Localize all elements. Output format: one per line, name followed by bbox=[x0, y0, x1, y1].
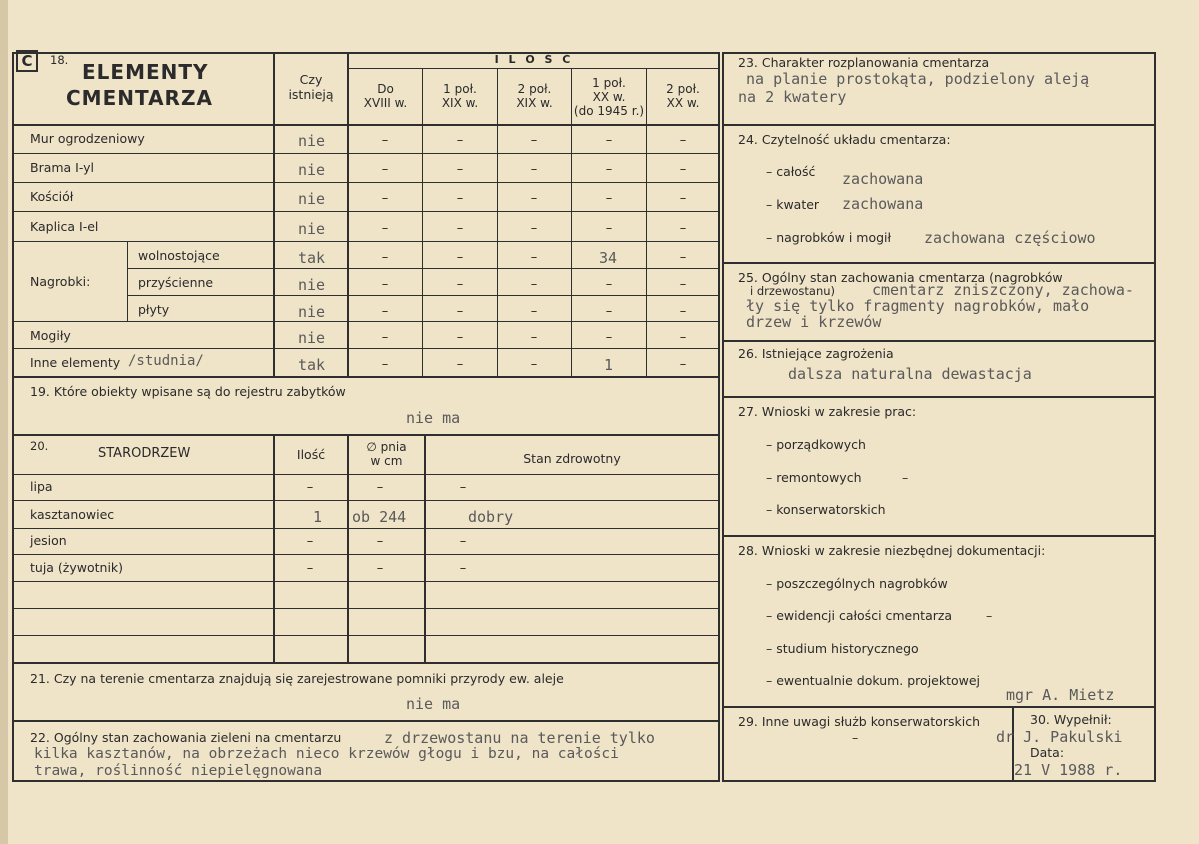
s18-row-value: – bbox=[605, 133, 613, 148]
s18-row-value: – bbox=[530, 191, 538, 206]
s18-row-value: – bbox=[679, 357, 687, 372]
s18-row-exists: nie bbox=[298, 190, 326, 208]
period-col-1: Do XVIII w. bbox=[363, 82, 408, 110]
s18-row-label: Kaplica I-el bbox=[30, 219, 99, 234]
s18-title-line2: CMENTARZA bbox=[66, 86, 213, 110]
s28-item-4: – ewentualnie dokum. projektowej bbox=[766, 673, 981, 688]
s18-row-value: – bbox=[381, 277, 389, 292]
s27-item-3: – konserwatorskich bbox=[766, 502, 886, 517]
s18-row-value: – bbox=[605, 162, 613, 177]
s18-row-exists: nie bbox=[298, 161, 326, 179]
s18-row-value: – bbox=[381, 330, 389, 345]
s18-row-value: – bbox=[456, 250, 464, 265]
s18-row-value: – bbox=[679, 330, 687, 345]
s18-row-label: Mogiły bbox=[30, 328, 71, 343]
s22-line3: trawa, roślinność niepielęgnowana bbox=[34, 763, 323, 779]
s28-item-3: – studium historycznego bbox=[766, 641, 919, 656]
s18-row-value: 1 bbox=[604, 356, 614, 374]
s18-row-value: – bbox=[679, 277, 687, 292]
s20-row-diam: ob 244 bbox=[352, 508, 407, 526]
paper-edge bbox=[0, 0, 8, 844]
s18-row-label: Inne elementy bbox=[30, 355, 121, 370]
s20-number: 20. bbox=[30, 439, 49, 453]
s18-row-value: – bbox=[381, 304, 389, 319]
s24-item-value-3: zachowana częściowo bbox=[924, 229, 1096, 247]
s20-row-qty: – bbox=[306, 480, 314, 495]
s18-row-value: – bbox=[456, 330, 464, 345]
s18-row-value: – bbox=[456, 304, 464, 319]
s20-row-health: dobry bbox=[468, 508, 514, 526]
s18-row-value: – bbox=[381, 250, 389, 265]
s18-row-value: – bbox=[456, 357, 464, 372]
s28-signature: mgr A. Mietz bbox=[1006, 686, 1115, 704]
s20-row-qty: 1 bbox=[313, 508, 323, 526]
s22-line2: kilka kasztanów, na obrzeżach nieco krzewów głogu i bzu, na całości bbox=[34, 746, 619, 762]
s30-value: dr J. Pakulski bbox=[996, 728, 1123, 746]
s18-row-value: – bbox=[530, 304, 538, 319]
s24-item-value-2: zachowana bbox=[842, 195, 924, 213]
s18-row-value: – bbox=[381, 133, 389, 148]
col-exists-header: Czy istnieją bbox=[288, 72, 334, 102]
s29-label: 29. Inne uwagi służb konserwatorskich bbox=[738, 714, 980, 729]
s20-row-name: lipa bbox=[30, 479, 53, 494]
s27-item-1: – porządkowych bbox=[766, 437, 866, 452]
s25-label-1: 25. Ogólny stan zachowania cmentarza (nagrobków bbox=[738, 270, 1063, 285]
s26-value: dalsza naturalna dewastacja bbox=[788, 365, 1032, 383]
s18-row-value: – bbox=[530, 330, 538, 345]
s18-row-exists: nie bbox=[298, 303, 326, 321]
s18-row-value: – bbox=[605, 330, 613, 345]
s20-col-qty: Ilość bbox=[296, 447, 326, 462]
s18-row-value: – bbox=[530, 357, 538, 372]
s19-label: 19. Które obiekty wpisane są do rejestru zabytków bbox=[30, 384, 346, 399]
s18-row-value: – bbox=[381, 221, 389, 236]
s24-item-label-2: – kwater bbox=[766, 197, 820, 212]
s30-date-value: 21 V 1988 r. bbox=[1014, 761, 1123, 779]
s28-item-1: – poszczególnych nagrobków bbox=[766, 576, 948, 591]
s18-row-value: – bbox=[679, 221, 687, 236]
s18-row-exists: tak bbox=[298, 249, 326, 267]
s20-row-qty: – bbox=[306, 561, 314, 576]
s18-row-value: – bbox=[679, 133, 687, 148]
s20-row-diam: – bbox=[376, 534, 384, 549]
s20-row-health: – bbox=[459, 480, 467, 495]
s25-line2: ły się tylko fragmenty nagrobków, mało bbox=[746, 297, 1090, 315]
s20-row-name: jesion bbox=[30, 533, 67, 548]
s18-row-value: – bbox=[381, 162, 389, 177]
s18-row-label: płyty bbox=[138, 302, 170, 317]
s25-label-2: i drzewostanu) bbox=[750, 284, 836, 298]
s24-item-label-3: – nagrobków i mogił bbox=[766, 230, 892, 245]
period-col-5: 2 poł. XX w. bbox=[666, 82, 700, 110]
s27-item-2: – remontowych bbox=[766, 470, 862, 485]
s30-label: 30. Wypełnił: bbox=[1030, 712, 1112, 727]
s18-row-label: Brama I-yl bbox=[30, 160, 95, 175]
s18-row-value: – bbox=[530, 162, 538, 177]
s28-label: 28. Wnioski w zakresie niezbędnej dokumentacji: bbox=[738, 543, 1046, 558]
s18-row-exists: tak bbox=[298, 356, 326, 374]
s18-row-value: – bbox=[456, 133, 464, 148]
s20-row-health: – bbox=[459, 561, 467, 576]
s18-row-value: – bbox=[456, 277, 464, 292]
s24-item-label-1: – całość bbox=[766, 164, 816, 179]
s26-label: 26. Istniejące zagrożenia bbox=[738, 346, 894, 361]
s29-value: – bbox=[852, 730, 859, 745]
s18-row-label: Mur ogrodzeniowy bbox=[30, 131, 145, 146]
s20-row-diam: – bbox=[376, 480, 384, 495]
s20-row-name: tuja (żywotnik) bbox=[30, 560, 124, 575]
s20-row-name: kasztanowiec bbox=[30, 507, 115, 522]
s25-line3: drzew i krzewów bbox=[746, 313, 882, 331]
s21-value: nie ma bbox=[406, 695, 461, 713]
period-col-4: 1 poł. XX w. (do 1945 r.) bbox=[573, 76, 645, 118]
s18-row-value: 34 bbox=[599, 249, 618, 267]
s18-row-exists: nie bbox=[298, 220, 326, 238]
s18-row-value: – bbox=[530, 250, 538, 265]
nagrobki-label: Nagrobki: bbox=[30, 274, 91, 289]
s18-row-label: Kościół bbox=[30, 189, 74, 204]
s18-row-exists: nie bbox=[298, 329, 326, 347]
s18-row-value: – bbox=[456, 162, 464, 177]
s27-label: 27. Wnioski w zakresie prac: bbox=[738, 404, 917, 419]
s30-date-label: Data: bbox=[1030, 745, 1065, 760]
s18-row-value: – bbox=[679, 250, 687, 265]
s20-col-health: Stan zdrowotny bbox=[523, 451, 621, 466]
s28-item-2: – ewidencji całości cmentarza bbox=[766, 608, 953, 623]
s20-title: STARODRZEW bbox=[98, 446, 191, 461]
ilosc-header: I L O Ś Ć bbox=[494, 53, 574, 66]
s20-row-qty: – bbox=[306, 534, 314, 549]
s18-number: 18. bbox=[50, 53, 69, 67]
s18-row-value: – bbox=[605, 191, 613, 206]
inne-extra: /studnia/ bbox=[128, 353, 204, 369]
s22-label: 22. Ogólny stan zachowania zieleni na cmentarzu bbox=[30, 730, 342, 745]
s20-row-diam: – bbox=[376, 561, 384, 576]
s22-line1: z drzewostanu na terenie tylko bbox=[384, 729, 655, 747]
s19-value: nie ma bbox=[406, 409, 461, 427]
s18-row-value: – bbox=[456, 191, 464, 206]
s18-row-value: – bbox=[381, 191, 389, 206]
s23-line2: na 2 kwatery bbox=[738, 88, 847, 106]
s20-col-diam: ∅ pnia w cm bbox=[366, 440, 407, 468]
s18-row-label: wolnostojące bbox=[138, 248, 220, 263]
s23-line1: na planie prostokąta, podzielony aleją bbox=[746, 70, 1090, 88]
s20-row-health: – bbox=[459, 534, 467, 549]
s18-row-value: – bbox=[679, 191, 687, 206]
s18-row-exists: nie bbox=[298, 276, 326, 294]
s24-item-value-1: zachowana bbox=[842, 170, 924, 188]
s18-row-label: przyścienne bbox=[138, 275, 214, 290]
s23-label: 23. Charakter rozplanowania cmentarza bbox=[738, 55, 990, 70]
s21-label: 21. Czy na terenie cmentarza znajdują się zarejestrowane pomniki przyrody ew. aleje bbox=[30, 671, 564, 686]
s18-row-value: – bbox=[605, 304, 613, 319]
s18-row-value: – bbox=[605, 221, 613, 236]
period-col-3: 2 poł. XIX w. bbox=[516, 82, 553, 110]
s18-row-value: – bbox=[456, 221, 464, 236]
s18-row-value: – bbox=[605, 277, 613, 292]
s27-remont-mark: – bbox=[902, 470, 909, 485]
s18-row-value: – bbox=[381, 357, 389, 372]
s18-row-value: – bbox=[530, 221, 538, 236]
s28-ewid-mark: – bbox=[986, 608, 993, 623]
card-letter: C bbox=[21, 52, 33, 70]
s18-row-value: – bbox=[679, 162, 687, 177]
s18-row-value: – bbox=[530, 277, 538, 292]
s24-label: 24. Czytelność układu cmentarza: bbox=[738, 132, 951, 147]
s25-line1: cmentarz zniszczony, zachowa- bbox=[872, 281, 1134, 299]
period-col-2: 1 poł. XIX w. bbox=[441, 82, 479, 110]
s18-row-value: – bbox=[679, 304, 687, 319]
s18-row-value: – bbox=[530, 133, 538, 148]
s18-row-exists: nie bbox=[298, 132, 326, 150]
s18-title-line1: ELEMENTY bbox=[82, 60, 209, 84]
